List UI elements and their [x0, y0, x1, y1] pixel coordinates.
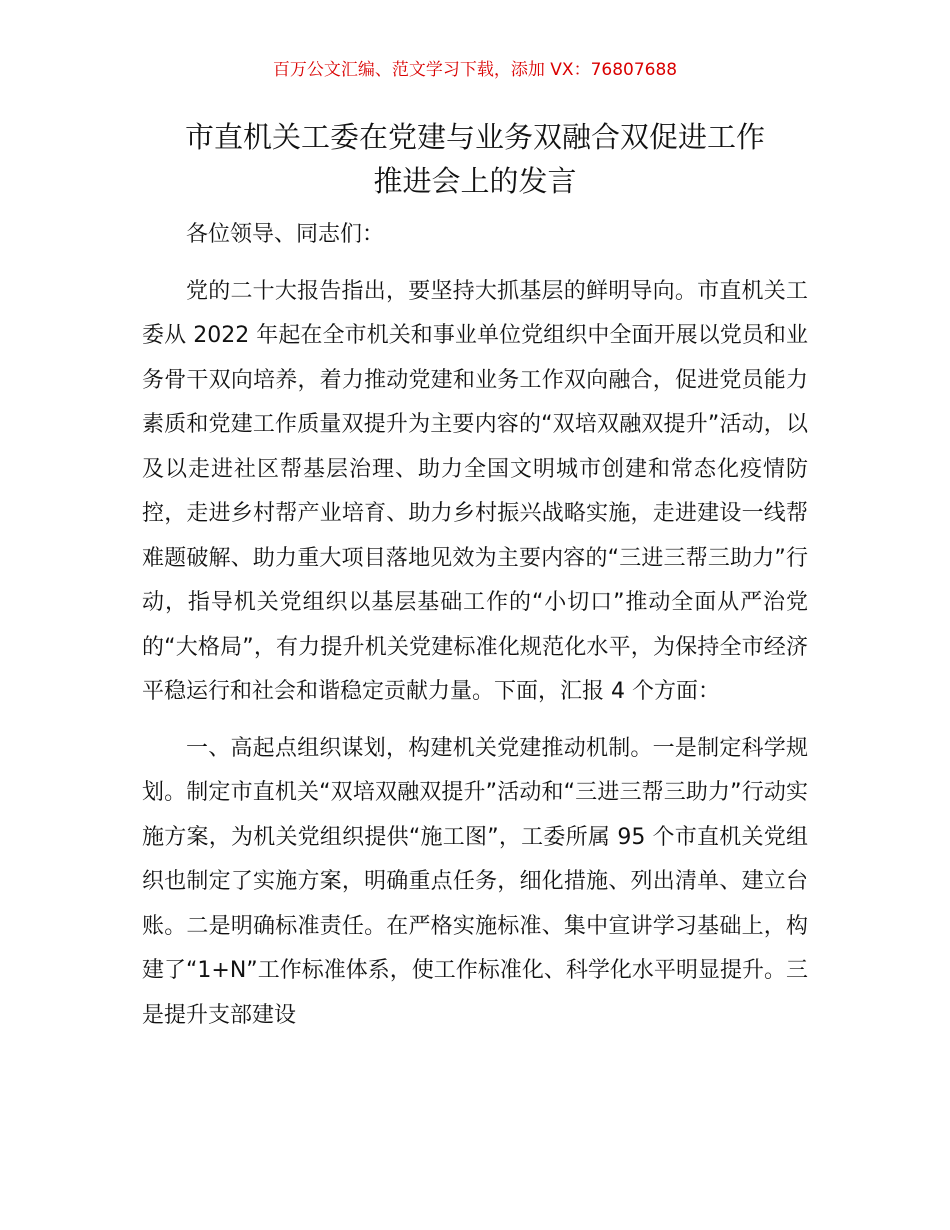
title-line-2: 推进会上的发言 — [373, 164, 577, 198]
watermark-header-note: 百万公文汇编、范文学习下载，添加 VX：76807688 — [272, 60, 678, 80]
paragraph-section-one: 一、高起点组织谋划，构建机关党建推动机制。一是制定科学规划。制定市直机关“双培双融双提升”活动和“三进三帮三助力”行动实施方案，为机关党组织提供“施工图”，工委所属 95 个市直机关党组织也制定了实施方案，明确重点任务，细化措施、列出清单、建立台账。二是明确标准责任。在严格实施标准、集中宣讲学习基础上，构建了“1+N”工作标准体系，使工作标准化、科学化水平明显提升。三是提升支部建设 — [142, 735, 808, 1028]
document-title — [120, 115, 830, 203]
salutation: 各位领导、同志们： — [186, 222, 385, 247]
title-line-1: 市直机关工委在党建与业务双融合双促进工作 — [184, 120, 765, 154]
paragraph-intro: 党的二十大报告指出，要坚持大抓基层的鲜明导向。市直机关工委从 2022 年起在全市机关和事业单位党组织中全面开展以党员和业务骨干双向培养，着力推动党建和业务工作双向融合，促进党员能力素质和党建工作质量双提升为主要内容的“双培双融双提升”活动，以及以走进社区帮基层治理、助力全国文明城市创建和常态化疫情防控，走进乡村帮产业培育、助力乡村振兴战略实施，走进建设一线帮难题破解、助力重大项目落地见效为主要内容的“三进三帮三助力”行动，指导机关党组织以基层基础工作的“小切口”推动全面从严治党的“大格局”，有力提升机关党建标准化规范化水平，为保持全市经济平稳运行和社会和谐稳定贡献力量。下面，汇报 4 个方面： — [142, 278, 808, 704]
document-body — [142, 213, 808, 1038]
